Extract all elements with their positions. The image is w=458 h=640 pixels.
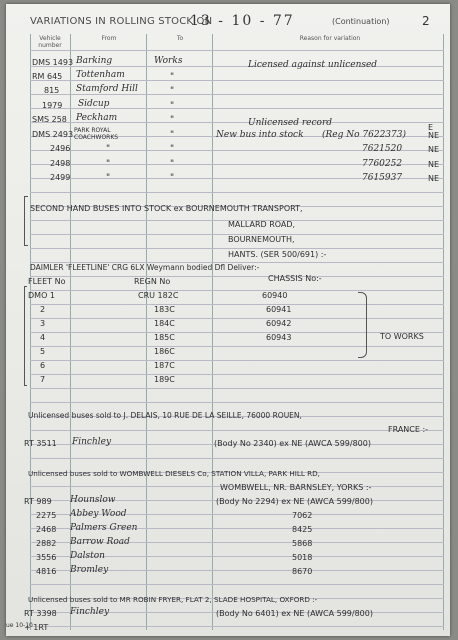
fleet-no: 3	[40, 319, 46, 328]
row-to: "	[170, 130, 175, 140]
sold2-line2: WOMBWELL, NR. BARNSLEY, YORKS :-	[220, 483, 372, 492]
sold1-line1: Unlicensed buses sold to J. DELAIS, 10 RUE DE LA SEILLE, 76000 ROUEN,	[28, 411, 302, 420]
regn-no: 189C	[154, 375, 175, 384]
row-from: Tottenham	[76, 70, 125, 80]
row-from: Stamford Hill	[76, 84, 138, 94]
section-bracket	[24, 196, 28, 246]
chassis-no-header: CHASSIS No:-	[268, 274, 322, 283]
sold2-vehicle: 2468	[36, 525, 57, 534]
row-vehicle: DMS 1493	[32, 58, 74, 67]
sold2-body: 5868	[292, 539, 313, 548]
chassis-no: 60943	[266, 333, 292, 342]
fleet-no: 5	[40, 347, 46, 356]
sold1-body: (Body No 2340) ex NE (AWCA 599/800)	[214, 439, 371, 448]
row-vehicle: 2496	[50, 144, 71, 153]
row-from: PARK ROYAL COACHWORKS	[74, 127, 119, 141]
regn-no: CRU 182C	[138, 291, 179, 300]
row-from: "	[106, 144, 111, 154]
row-to: "	[170, 86, 175, 96]
sold2-garage: Palmers Green	[70, 523, 138, 533]
regn-no: 186C	[154, 347, 175, 356]
chassis-bracket	[358, 292, 367, 358]
sold2-body: (Body No 2294) ex NE (AWCA 599/800)	[216, 497, 373, 506]
second-hand-line1: SECOND HAND BUSES INTO STOCK ex BOURNEMOUTH TRANSPORT,	[30, 204, 303, 213]
row-from: "	[106, 159, 111, 169]
margin-stamp: ue 10-10	[6, 622, 33, 629]
sold2-line1: Unlicensed buses sold to WOMBWELL DIESELS Co, STATION VILLA, PARK HILL RD,	[28, 469, 320, 478]
regn-no: 187C	[154, 361, 175, 370]
second-hand-line4: HANTS. (SER 500/691) :-	[228, 250, 327, 259]
row-vehicle: 2499	[50, 173, 71, 182]
row-from: "	[106, 173, 111, 183]
sold2-vehicle: RT 989	[24, 497, 52, 506]
row-to: "	[170, 72, 175, 82]
row-reason: New bus into stock	[216, 130, 304, 140]
sold2-body: 7062	[292, 511, 313, 520]
row-from: Peckham	[76, 113, 118, 123]
row-to: "	[170, 101, 175, 111]
fleet-no: 2	[40, 305, 46, 314]
fleet-no: DMO 1	[28, 291, 55, 300]
sold2-garage: Abbey Wood	[70, 509, 127, 519]
regn-no-header: REGN No	[134, 277, 171, 286]
sold3-vehicle: RT 3398	[24, 609, 57, 618]
row-vehicle: 815	[44, 86, 60, 95]
sold2-body: 8670	[292, 567, 313, 576]
sold2-vehicle: 3556	[36, 553, 57, 562]
row-vehicle: SMS 258	[32, 115, 67, 124]
sold3-line1: Unlicensed buses sold to MR ROBIN FRYER, FLAT 2, SLADE HOSPITAL, OXFORD :-	[28, 595, 318, 604]
fleet-no: 6	[40, 361, 46, 370]
row-regno: 7621520	[362, 144, 403, 154]
sold3-garage: Finchley	[70, 607, 110, 617]
row-from: Barking	[76, 56, 113, 66]
footer-note: + 1RT	[24, 623, 49, 632]
sold2-body: 8425	[292, 525, 313, 534]
sold2-body: 5018	[292, 553, 313, 562]
row-vehicle: 2498	[50, 159, 71, 168]
regn-no: 185C	[154, 333, 175, 342]
second-hand-line2: MALLARD ROAD,	[228, 220, 296, 229]
page-header	[30, 14, 444, 34]
row-vehicle: DMS 2493	[32, 130, 74, 139]
regn-no: 184C	[154, 319, 175, 328]
ledger-grid	[24, 34, 444, 630]
regn-no: 183C	[154, 305, 175, 314]
fleet-no-header: FLEET No	[28, 277, 66, 286]
sold1-garage: Finchley	[72, 437, 112, 447]
to-works-label: TO WORKS	[380, 332, 424, 341]
sold2-garage: Barrow Road	[70, 537, 130, 547]
row-to: "	[170, 144, 175, 154]
fleet-no: 4	[40, 333, 46, 342]
sold3-body: (Body No 6401) ex NE (AWCA 599/800)	[216, 609, 373, 618]
row-regno: 7615937	[362, 173, 403, 183]
ledger-sheet	[6, 4, 450, 636]
sold2-garage: Hounslow	[70, 495, 116, 505]
row-reason: Unlicensed record	[248, 118, 333, 128]
col-header-reason: Reason for variation	[299, 35, 361, 42]
row-to: "	[170, 159, 175, 169]
col-header-vehicle: Vehicle number	[38, 35, 62, 49]
fleet-bracket	[24, 286, 27, 386]
chassis-no: 60940	[262, 291, 288, 300]
row-to: Works	[154, 56, 183, 66]
sold2-vehicle: 2882	[36, 539, 57, 548]
row-reason: Licensed against unlicensed	[248, 60, 378, 70]
row-regno: 7760252	[362, 159, 403, 169]
fleet-no: 7	[40, 375, 46, 384]
row-to: "	[170, 173, 175, 183]
sold1-line2: FRANCE :-	[388, 425, 429, 434]
row-from: Sidcup	[78, 99, 110, 109]
row-regno: (Reg No 7622373)	[322, 130, 406, 140]
page-number: 2	[422, 14, 430, 28]
second-hand-line3: BOURNEMOUTH,	[228, 235, 295, 244]
row-tag: NE	[428, 174, 440, 183]
sold2-garage: Bromley	[70, 565, 109, 575]
chassis-no: 60942	[266, 319, 292, 328]
chassis-no: 60941	[266, 305, 292, 314]
row-vehicle: RM 645	[32, 72, 63, 81]
page-date: 13 - 10 - 77	[190, 13, 295, 29]
row-tag: NE	[428, 145, 440, 154]
page-title: VARIATIONS IN ROLLING STOCK ON	[30, 16, 213, 27]
continuation-label: (Continuation)	[332, 17, 390, 26]
second-hand-model: DAIMLER 'FLEETLINE' CRG 6LX Weymann bodied Dfl Deliver:-	[30, 263, 260, 272]
sold2-garage: Dalston	[70, 551, 105, 561]
row-vehicle: 1979	[42, 101, 63, 110]
col-header-from: From	[101, 35, 117, 42]
sold2-vehicle: 4816	[36, 567, 57, 576]
col-header-to: To	[176, 35, 184, 42]
row-to: "	[170, 115, 175, 125]
sold1-vehicle: RT 3511	[24, 439, 57, 448]
sold2-vehicle: 2275	[36, 511, 57, 520]
row-tag: NE	[428, 160, 440, 169]
row-tag: E NE	[428, 123, 440, 140]
